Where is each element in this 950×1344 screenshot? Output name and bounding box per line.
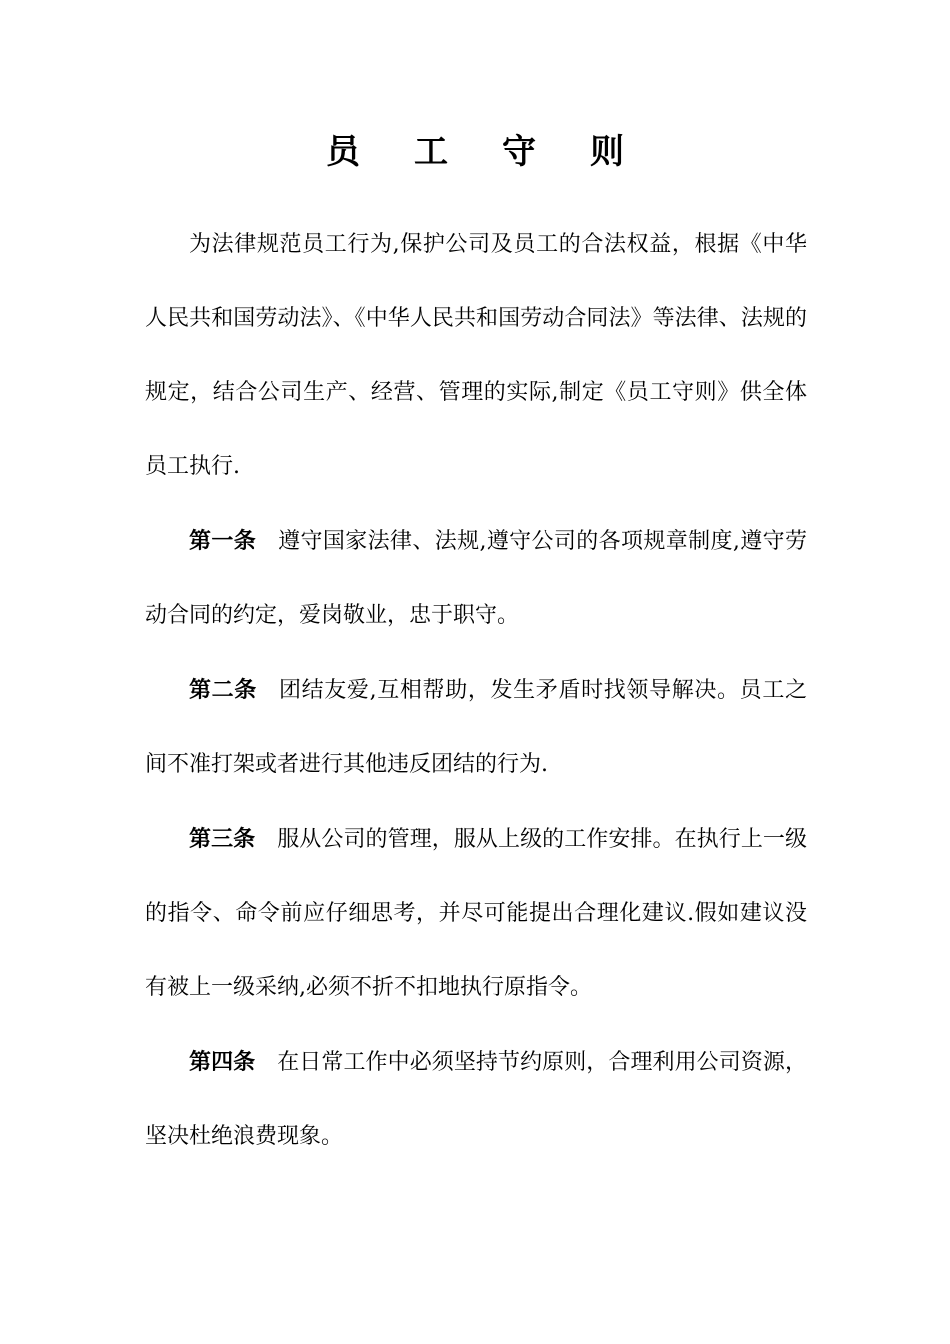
document-title: 员 工 守 则 (326, 132, 646, 172)
article-2-label: 第二条 (189, 677, 257, 703)
article-4-text: 在日常工作中必须坚持节约原则，合理利用公司资源，坚决杜绝浪费现象。 (145, 1050, 807, 1149)
document-body (145, 208, 807, 1174)
article-4-label: 第四条 (189, 1049, 256, 1075)
article-1 (145, 504, 807, 653)
article-1-text: 遵守国家法律、法规,遵守公司的各项规章制度,遵守劳动合同的约定，爱岗敬业，忠于职守。 (145, 529, 807, 628)
article-2 (145, 653, 807, 802)
article-2-text: 团结友爱,互相帮助，发生矛盾时找领导解决。员工之间不准打架或者进行其他违反团结的行为. (145, 678, 807, 777)
article-1-label: 第一条 (189, 528, 257, 554)
article-3 (145, 802, 807, 1025)
article-3-label: 第三条 (189, 826, 256, 852)
article-3-text: 服从公司的管理，服从上级的工作安排。在执行上一级的指令、命令前应仔细思考，并尽可能提出合理化建议.假如建议没有被上一级采纳,必须不折不扣地执行原指令。 (145, 827, 807, 1000)
article-4 (145, 1025, 807, 1174)
intro-paragraph: 为法律规范员工行为,保护公司及员工的合法权益，根据《中华人民共和国劳动法》、《中华人民共和国劳动合同法》等法律、法规的规定，结合公司生产、经营、管理的实际,制定《员工守则》供全体员工执行. (145, 232, 807, 479)
